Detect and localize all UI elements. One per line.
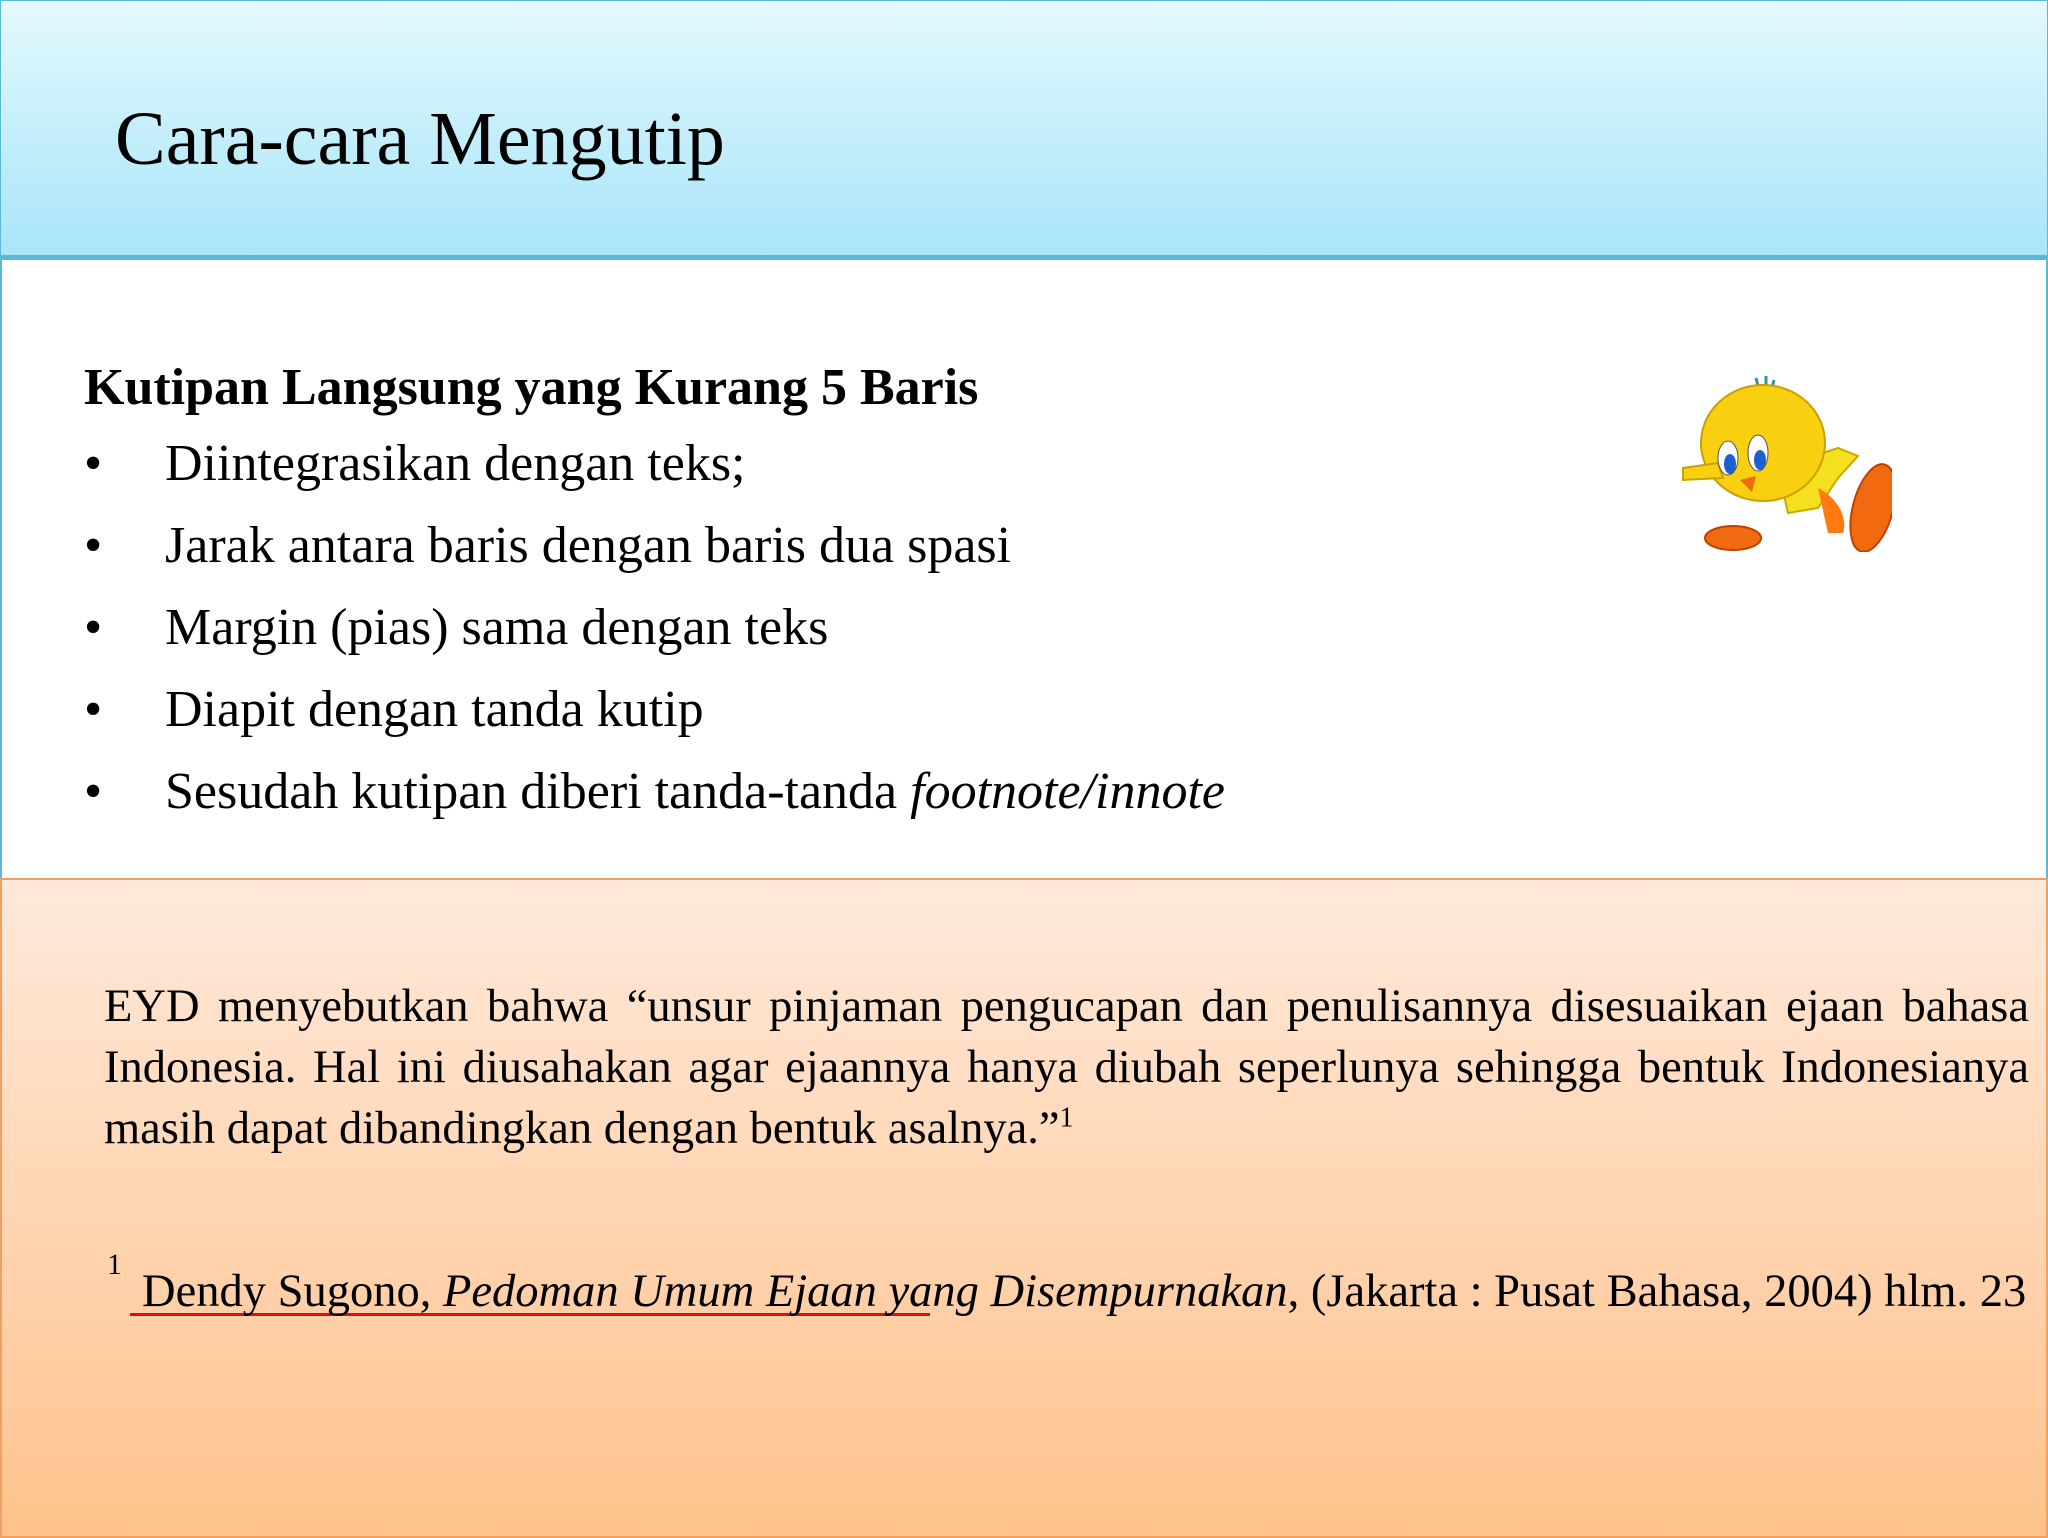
slide-title: Cara-cara Mengutip: [115, 97, 725, 181]
footnote: [142, 1260, 2029, 1323]
footnote-title: Pedoman Umum Ejaan yang Disempurnakan: [442, 1266, 1288, 1317]
quote-paragraph: [104, 976, 2029, 1159]
footnote-number: 1: [107, 1248, 122, 1281]
content-panel: [0, 258, 2048, 880]
bullet-item: [84, 764, 1225, 846]
bullet-text: Sesudah kutipan diberi tanda-tanda: [165, 763, 911, 820]
bullet-icon: •: [84, 681, 103, 738]
slide-header: [0, 0, 2048, 258]
citation-example-panel: [0, 878, 2048, 1538]
bullet-italic-text: footnote/innote: [910, 763, 1225, 820]
quote-text: EYD menyebutkan bahwa “unsur pinjaman pengucapan dan penulisannya disesuaikan ejaan bahasa Indonesia. Hal ini diusahakan agar ejaannya hanya diubah seperlunya sehingga bentuk Indonesianya masih dapat dibandingkan dengan bentuk asalnya.”: [104, 981, 2029, 1154]
bullet-item: [84, 600, 1225, 682]
bullet-text: Margin (pias) sama dengan teks: [165, 599, 829, 656]
bullet-text: Jarak antara baris dengan baris dua spasi: [165, 517, 1012, 574]
bullet-text: Diapit dengan tanda kutip: [165, 681, 704, 738]
section-heading: Kutipan Langsung yang Kurang 5 Baris: [84, 359, 979, 416]
bullet-icon: •: [84, 517, 103, 574]
footnote-publication: , (Jakarta : Pusat Bahasa, 2004) hlm. 23: [1287, 1266, 2027, 1317]
bullet-text: Diintegrasikan dengan teks;: [165, 435, 746, 492]
bullet-item: [84, 518, 1225, 600]
footnote-marker: 1: [1059, 1102, 1074, 1134]
footnote-author: Dendy Sugono,: [142, 1266, 443, 1317]
bullet-icon: •: [84, 599, 103, 656]
bullet-list: [84, 436, 1225, 846]
bullet-icon: •: [84, 763, 103, 820]
bullet-item: [84, 682, 1225, 764]
bullet-item: [84, 436, 1225, 518]
bullet-icon: •: [84, 435, 103, 492]
tweety-bird-icon: [1678, 368, 1892, 552]
